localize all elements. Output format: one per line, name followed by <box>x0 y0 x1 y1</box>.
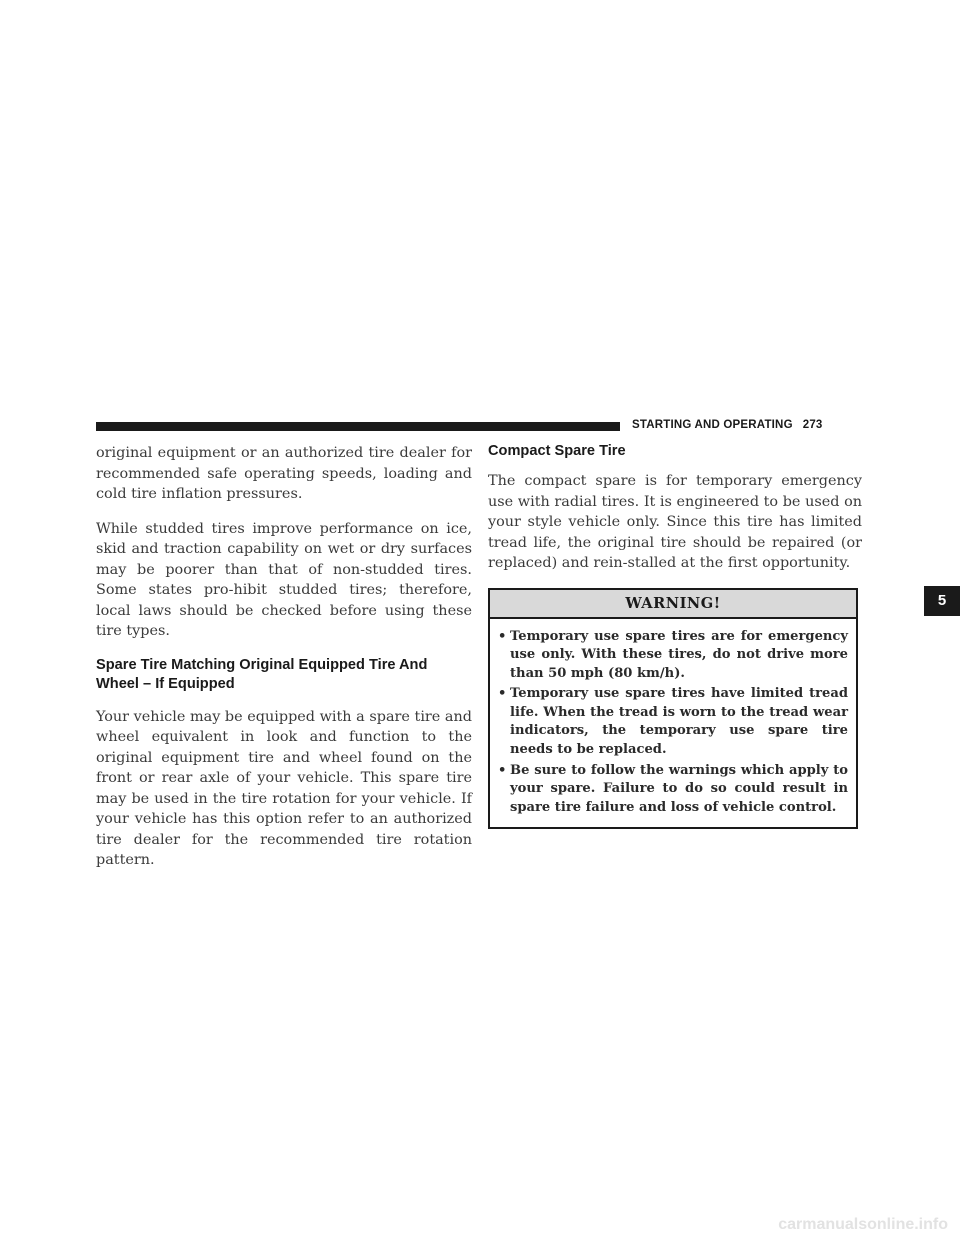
left-column <box>96 443 472 885</box>
warning-item <box>498 628 848 684</box>
warning-list <box>490 619 856 828</box>
warning-item <box>498 762 848 818</box>
watermark: carmanualsonline.info <box>778 1216 948 1233</box>
section-heading: Compact Spare Tire <box>488 443 626 459</box>
bullet-icon: • <box>498 686 507 702</box>
warning-text: Be sure to follow the warnings which apply to your spare. Failure to do so could result in spare tire failure and loss of vehicle control. <box>510 762 848 815</box>
paragraph: While studded tires improve performance on ice, skid and traction capability on wet or dry surfaces may be poorer than that of non-studded tires. Some states pro-hibit studded tires; therefore, local laws should be checked before using these tire types. <box>96 520 472 639</box>
running-header <box>632 419 823 431</box>
bullet-icon: • <box>498 628 507 644</box>
chapter-tab: 5 <box>924 586 960 616</box>
right-column <box>488 443 862 829</box>
paragraph: Your vehicle may be equipped with a spare tire and wheel equivalent in look and function to the original equipment tire and wheel found on the front or rear axle of your vehicle. This spare tire may be used in the tire rotation for your vehicle. If your vehicle has this option refer to an authorized tire dealer for the recommended tire rotation pattern. <box>96 708 472 868</box>
bullet-icon: • <box>498 762 507 778</box>
header-rule <box>96 422 620 431</box>
page-number: 273 <box>802 419 823 431</box>
paragraph: The compact spare is for temporary emergency use with radial tires. It is engineered to be used on your style vehicle only. Since this tire has limited tread life, the original tire should be repaired (or replaced) and rein-stalled at the first opportunity. <box>488 473 862 571</box>
warning-text: Temporary use spare tires are for emergency use only. With these tires, do not drive more than 50 mph (80 km/h). <box>510 628 848 681</box>
warning-title: WARNING! <box>490 590 856 619</box>
section-title: STARTING AND OPERATING <box>632 419 793 431</box>
warning-text: Temporary use spare tires have limited tread life. When the tread is worn to the tread wear indicators, the temporary use spare tire needs to be replaced. <box>510 686 848 758</box>
paragraph: original equipment or an authorized tire dealer for recommended safe operating speeds, loading and cold tire inflation pressures. <box>96 445 472 502</box>
section-heading: Spare Tire Matching Original Equipped Tire And Wheel – If Equipped <box>96 656 428 692</box>
warning-item <box>498 685 848 759</box>
warning-box <box>488 588 858 830</box>
